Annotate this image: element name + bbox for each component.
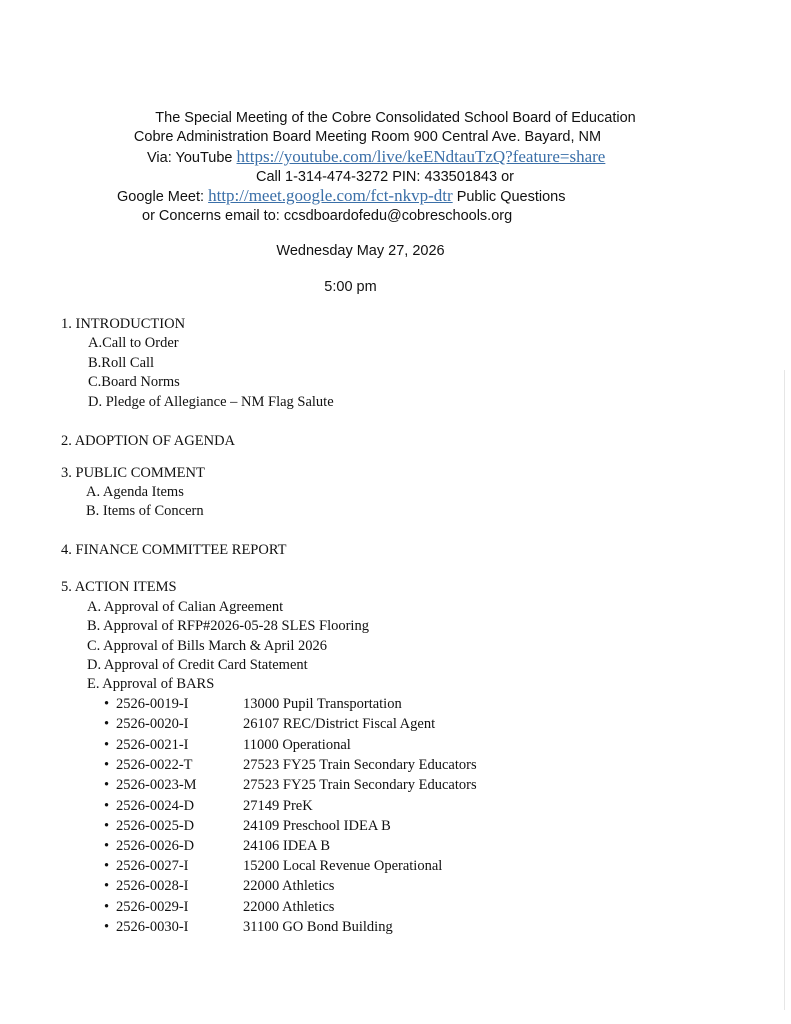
bullet-icon: •	[104, 737, 110, 753]
bars-desc: 22000 Athletics	[243, 899, 335, 915]
bullet-icon: •	[104, 696, 110, 712]
bars-row	[104, 776, 477, 794]
email-line: or Concerns email to: ccsdboardofedu@cobreschools.org	[142, 208, 513, 224]
bars-code: 2526-0019-I	[116, 696, 189, 712]
bars-desc: 15200 Local Revenue Operational	[243, 858, 443, 874]
list-item: C.Board Norms	[88, 374, 180, 390]
bullet-icon: •	[104, 919, 110, 935]
bullet-icon: •	[104, 798, 110, 814]
bars-code: 2526-0020-I	[116, 716, 189, 732]
bars-desc: 22000 Athletics	[243, 878, 335, 894]
google-suffix: Public Questions	[456, 189, 566, 205]
bars-code: 2526-0025-D	[116, 818, 195, 834]
bullet-icon: •	[104, 899, 110, 915]
bars-row	[104, 756, 477, 774]
bars-desc: 31100 GO Bond Building	[243, 919, 393, 935]
meeting-location: Cobre Administration Board Meeting Room 900 Central Ave. Bayard, NM	[133, 129, 602, 145]
bars-row	[104, 695, 402, 713]
bullet-icon: •	[104, 838, 110, 854]
section-adoption-heading: 2. ADOPTION OF AGENDA	[61, 433, 236, 449]
bullet-icon: •	[104, 777, 110, 793]
list-item: B. Items of Concern	[86, 503, 204, 519]
list-item: B. Approval of RFP#2026-05-28 SLES Flooring	[87, 618, 369, 634]
list-item: A.Call to Order	[88, 335, 179, 351]
section-finance-heading: 4. FINANCE COMMITTEE REPORT	[61, 542, 287, 558]
bars-desc: 27523 FY25 Train Secondary Educators	[243, 777, 477, 793]
bullet-icon: •	[104, 818, 110, 834]
youtube-link[interactable]: https://youtube.com/live/keENdtauTzQ?feature=share	[236, 147, 606, 166]
bars-code: 2526-0024-D	[116, 798, 195, 814]
bars-code: 2526-0026-D	[116, 838, 195, 854]
meeting-title: The Special Meeting of the Cobre Consolidated School Board of Education	[155, 110, 636, 126]
bars-code: 2526-0028-I	[116, 878, 189, 894]
bullet-icon: •	[104, 858, 110, 874]
meeting-time: 5:00 pm	[324, 279, 377, 295]
list-item: D. Approval of Credit Card Statement	[87, 657, 308, 673]
bars-code: 2526-0030-I	[116, 919, 189, 935]
list-item: A. Approval of Calian Agreement	[87, 599, 284, 615]
bars-code: 2526-0029-I	[116, 899, 189, 915]
list-item: D. Pledge of Allegiance – NM Flag Salute	[88, 394, 334, 410]
bars-desc: 13000 Pupil Transportation	[243, 696, 402, 712]
meeting-date: Wednesday May 27, 2026	[276, 243, 445, 259]
bars-row	[104, 715, 436, 733]
bars-row	[104, 797, 313, 815]
bars-code: 2526-0022-T	[116, 757, 193, 773]
call-line: Call 1-314-474-3272 PIN: 433501843 or	[256, 169, 514, 185]
list-item: A. Agenda Items	[86, 484, 184, 500]
google-prefix: Google Meet:	[117, 189, 205, 205]
bullet-icon: •	[104, 878, 110, 894]
list-item: B.Roll Call	[88, 355, 155, 371]
bars-row	[104, 736, 351, 754]
section-public-comment-heading: 3. PUBLIC COMMENT	[61, 465, 205, 481]
bars-desc: 27149 PreK	[243, 798, 313, 814]
bars-desc: 24109 Preschool IDEA B	[243, 818, 391, 834]
bars-row	[104, 898, 335, 916]
bars-row	[104, 837, 330, 855]
youtube-line	[147, 148, 605, 167]
bars-row	[104, 877, 335, 895]
bars-row	[104, 857, 443, 875]
section-introduction-heading: 1. INTRODUCTION	[61, 316, 186, 332]
section-action-items-heading: 5. ACTION ITEMS	[61, 579, 177, 595]
bars-code: 2526-0027-I	[116, 858, 189, 874]
bars-row	[104, 817, 391, 835]
list-item: C. Approval of Bills March & April 2026	[87, 638, 328, 654]
bars-code: 2526-0023-M	[116, 777, 197, 793]
bars-desc: 26107 REC/District Fiscal Agent	[243, 716, 436, 732]
scan-edge-line	[784, 370, 785, 1010]
google-meet-link[interactable]: http://meet.google.com/fct-nkvp-dtr	[208, 186, 453, 205]
bars-desc: 11000 Operational	[243, 737, 351, 753]
bars-desc: 24106 IDEA B	[243, 838, 330, 854]
list-item: E. Approval of BARS	[87, 676, 215, 692]
google-meet-line	[117, 187, 566, 206]
youtube-prefix: Via: YouTube	[147, 150, 233, 166]
bars-row	[104, 918, 393, 936]
bullet-icon: •	[104, 716, 110, 732]
bullet-icon: •	[104, 757, 110, 773]
bars-desc: 27523 FY25 Train Secondary Educators	[243, 757, 477, 773]
bars-code: 2526-0021-I	[116, 737, 189, 753]
